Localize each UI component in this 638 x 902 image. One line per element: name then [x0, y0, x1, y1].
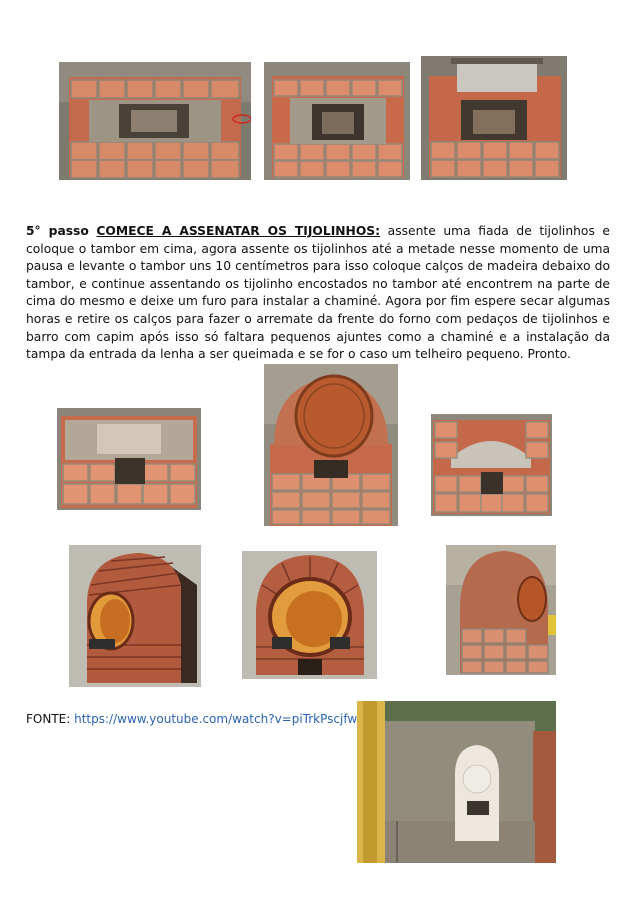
step-heading: COMECE A ASSENATAR OS TIJOLINHOS:	[96, 224, 381, 238]
photo-drum-placed	[264, 364, 398, 526]
step-label: 5° passo	[26, 224, 89, 238]
photo-plastered-oven	[357, 701, 556, 863]
render-oven-side	[69, 545, 201, 687]
photo-firebox-walls	[57, 408, 201, 510]
photo-brick-base-1	[59, 62, 251, 180]
photo-arch-started	[431, 414, 552, 516]
source-label: FONTE:	[26, 712, 71, 726]
photo-brick-base-2	[264, 62, 410, 180]
photo-brick-base-3	[421, 56, 567, 180]
photo-finished-oven	[446, 545, 556, 675]
step-paragraph	[26, 223, 610, 364]
source-line	[26, 712, 357, 726]
source-link[interactable]: https://www.youtube.com/watch?v=piTrkPscjfw	[74, 712, 358, 726]
step-body: assente uma fiada de tijolinhos e coloque o tambor em cima, agora assente os tijolinhos até a metade nesse momento de uma pausa e levante o tambor uns 10 centímetros para isso coloque calços de madeira debaixo do tambor, e continue assentando os tijolinho encostados no tambor até encontrem na parte de cima do mesmo e deixe um furo para instalar a chaminé. Agora por fim espere secar algumas horas e retire os calços para fazer o arremate da frente do forno com pedaços de tijolinhos e barro com capim após isso só faltara pequenos ajuntes como a chaminé e a instalação da tampa da entrada da lenha a ser queimada e se for o caso um telheiro pequeno. Pronto.	[26, 224, 610, 362]
render-oven-front	[242, 551, 377, 679]
